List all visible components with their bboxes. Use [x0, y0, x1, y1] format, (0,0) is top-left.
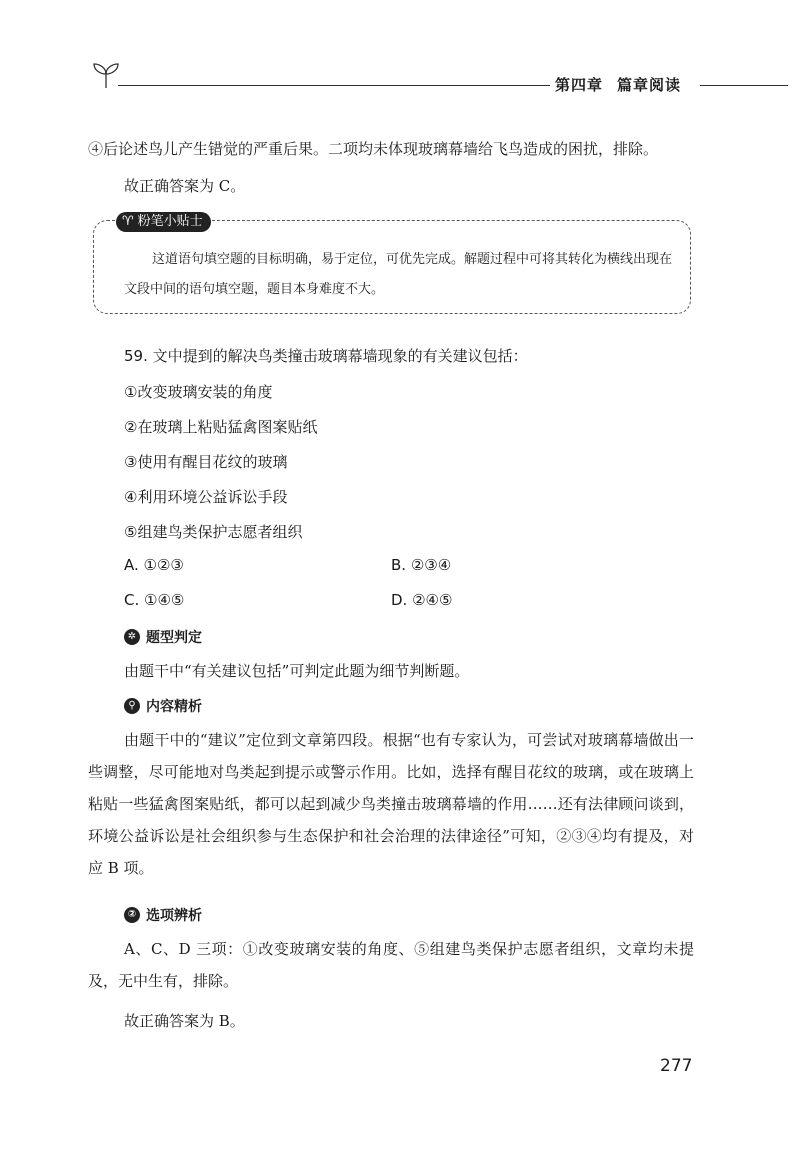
intro-answer: 故正确答案为 C。	[124, 177, 246, 195]
section-label: 篇章阅读	[617, 76, 682, 94]
question-item: ①改变玻璃安装的角度	[124, 383, 273, 401]
tip-text: 这道语句填空题的目标明确，易于定位，可优先完成。解题过程中可将其转化为横线出现在文段中间的语句填空题，题目本身难度不大。	[124, 252, 673, 297]
running-header	[555, 74, 681, 95]
question-item: ③使用有醒目花纹的玻璃	[124, 453, 288, 471]
tip-tag	[116, 212, 211, 232]
option-d: D. ②④⑤	[391, 591, 453, 609]
magnifier-icon: ⚲	[124, 698, 140, 714]
question-stem: 59. 文中提到的解决鸟类撞击玻璃幕墙现象的有关建议包括：	[124, 347, 528, 365]
option-a: A. ①②③	[124, 556, 184, 574]
content-section-title: 内容精析	[146, 699, 202, 715]
leaf-icon: ♈	[122, 214, 134, 229]
option-section-heading	[124, 905, 202, 925]
type-section-text: 由题干中“有关建议包括”可判定此题为细节判断题。	[124, 662, 470, 680]
page-number: 277	[660, 1056, 693, 1076]
option-c: C. ①④⑤	[124, 591, 185, 609]
intro-line: ④后论述鸟儿产生错觉的严重后果。二项均未体现玻璃幕墙给飞鸟造成的困扰，排除。	[88, 140, 659, 158]
type-section-heading	[124, 627, 202, 647]
content-section-text: 由题干中的“建议”定位到文章第四段。根据“也有专家认为，可尝试对玻璃幕墙做出一些调整，尽可能地对鸟类起到提示或警示作用。比如，选择有醒目花纹的玻璃，或在玻璃上粘贴一些猛禽图案贴纸，都可以起到减少鸟类撞击玻璃幕墙的作用……还有法律顾问谈到，环境公益诉讼是社会组织参与生态保护和社会治理的法律途径”可知，②③④均有提及，对应 B 项。	[88, 731, 694, 877]
option-icon: ②	[124, 907, 140, 923]
option-b: B. ②③④	[391, 556, 452, 574]
header-rule-dotted	[440, 85, 548, 86]
question-item: ④利用环境公益诉讼手段	[124, 488, 288, 506]
question-item: ②在玻璃上粘贴猛禽图案贴纸	[124, 418, 318, 436]
tip-tag-label: 粉笔小贴士	[137, 214, 203, 229]
header-rule-right	[700, 85, 788, 86]
gear-icon: ✲	[124, 629, 140, 645]
option-section-title: 选项辨析	[146, 908, 202, 924]
chapter-label: 第四章	[555, 76, 604, 94]
type-section-title: 题型判定	[146, 630, 202, 646]
content-section-heading	[124, 696, 202, 716]
option-section-text: A、C、D 三项：①改变玻璃安装的角度、⑤组建鸟类保护志愿者组织，文章均未提及，无中生有，排除。	[88, 940, 694, 990]
question-item: ⑤组建鸟类保护志愿者组织	[124, 523, 303, 541]
final-answer: 故正确答案为 B。	[124, 1012, 245, 1030]
